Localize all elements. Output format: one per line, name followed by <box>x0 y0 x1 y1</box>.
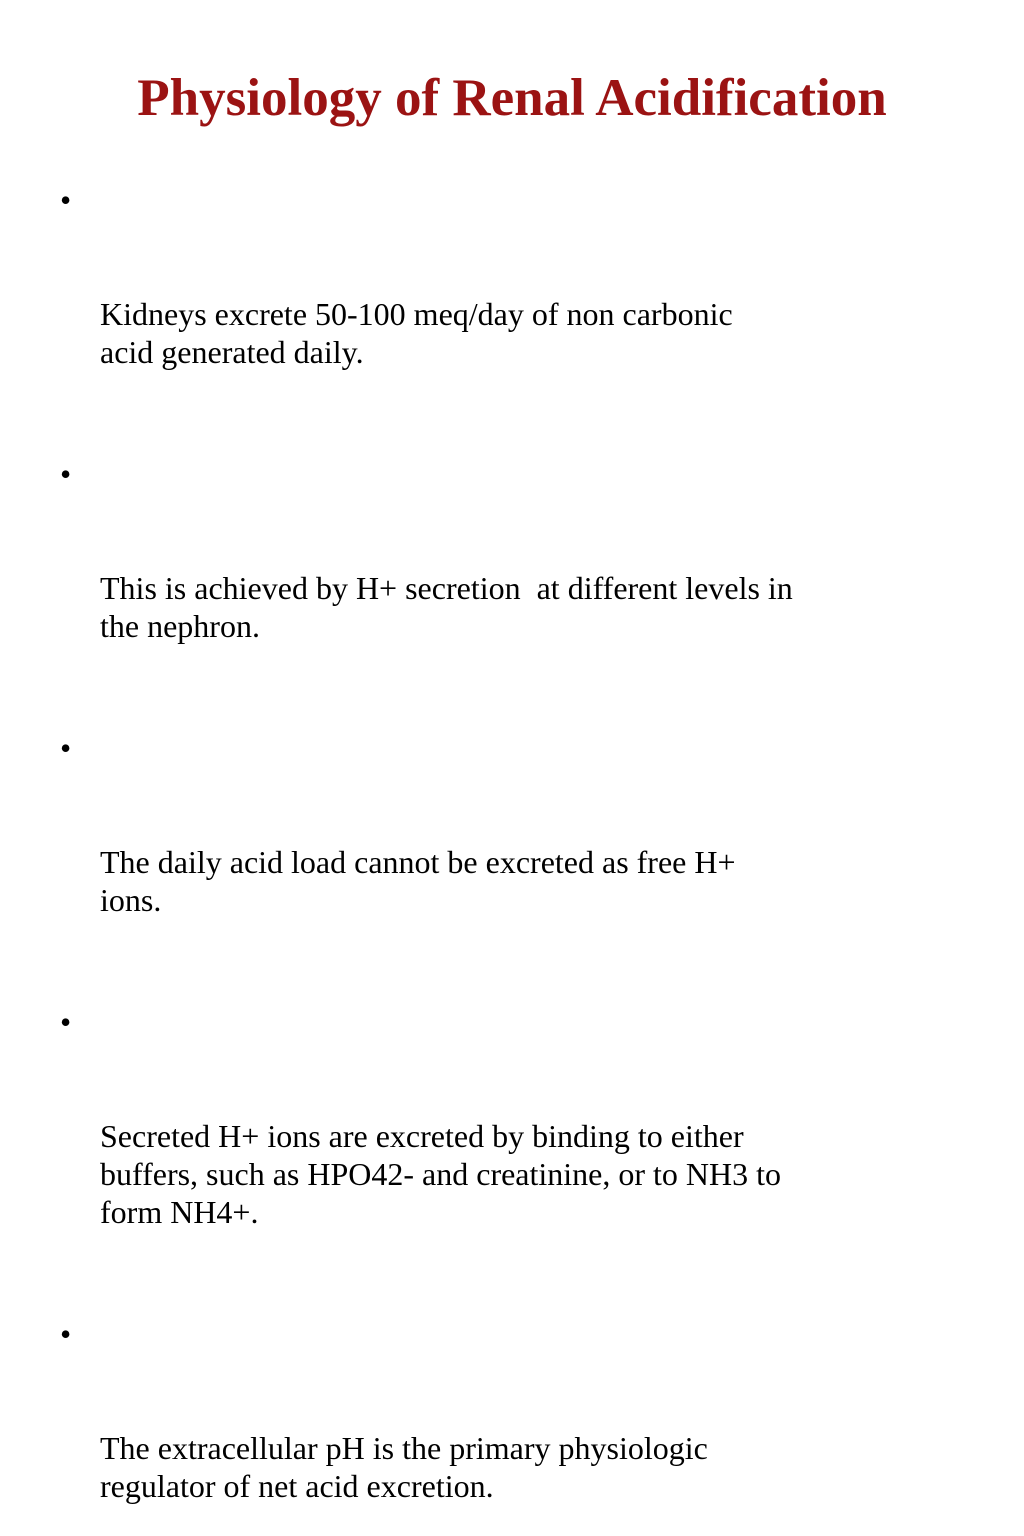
bullet-text: The extracellular pH is the primary physiologic regulator of net acid excretion. <box>100 1430 708 1504</box>
bullet-item-3 <box>60 729 980 995</box>
bullet-icon: • <box>60 730 72 766</box>
bullet-list <box>60 181 980 1536</box>
bullet-item-1 <box>60 181 980 447</box>
bullet-text: The daily acid load cannot be excreted as free H+ ions. <box>100 844 736 918</box>
bullet-item-2 <box>60 455 980 721</box>
bullet-text: Secreted H+ ions are excreted by binding to either buffers, such as HPO42- and creatinine, or to NH3 to form NH4+. <box>100 1118 782 1230</box>
bullet-item-4 <box>60 1003 980 1307</box>
slide-title: Physiology of Renal Acidification <box>137 69 887 127</box>
bullet-item-5 <box>60 1315 980 1536</box>
bullet-text: This is achieved by H+ secretion at different levels in the nephron. <box>100 570 793 644</box>
bullet-icon: • <box>60 456 72 492</box>
bullet-icon: • <box>60 182 72 218</box>
bullet-icon: • <box>60 1004 72 1040</box>
bullet-icon: • <box>60 1316 72 1352</box>
bullet-text: Kidneys excrete 50-100 meq/day of non carbonic acid generated daily. <box>100 296 733 370</box>
